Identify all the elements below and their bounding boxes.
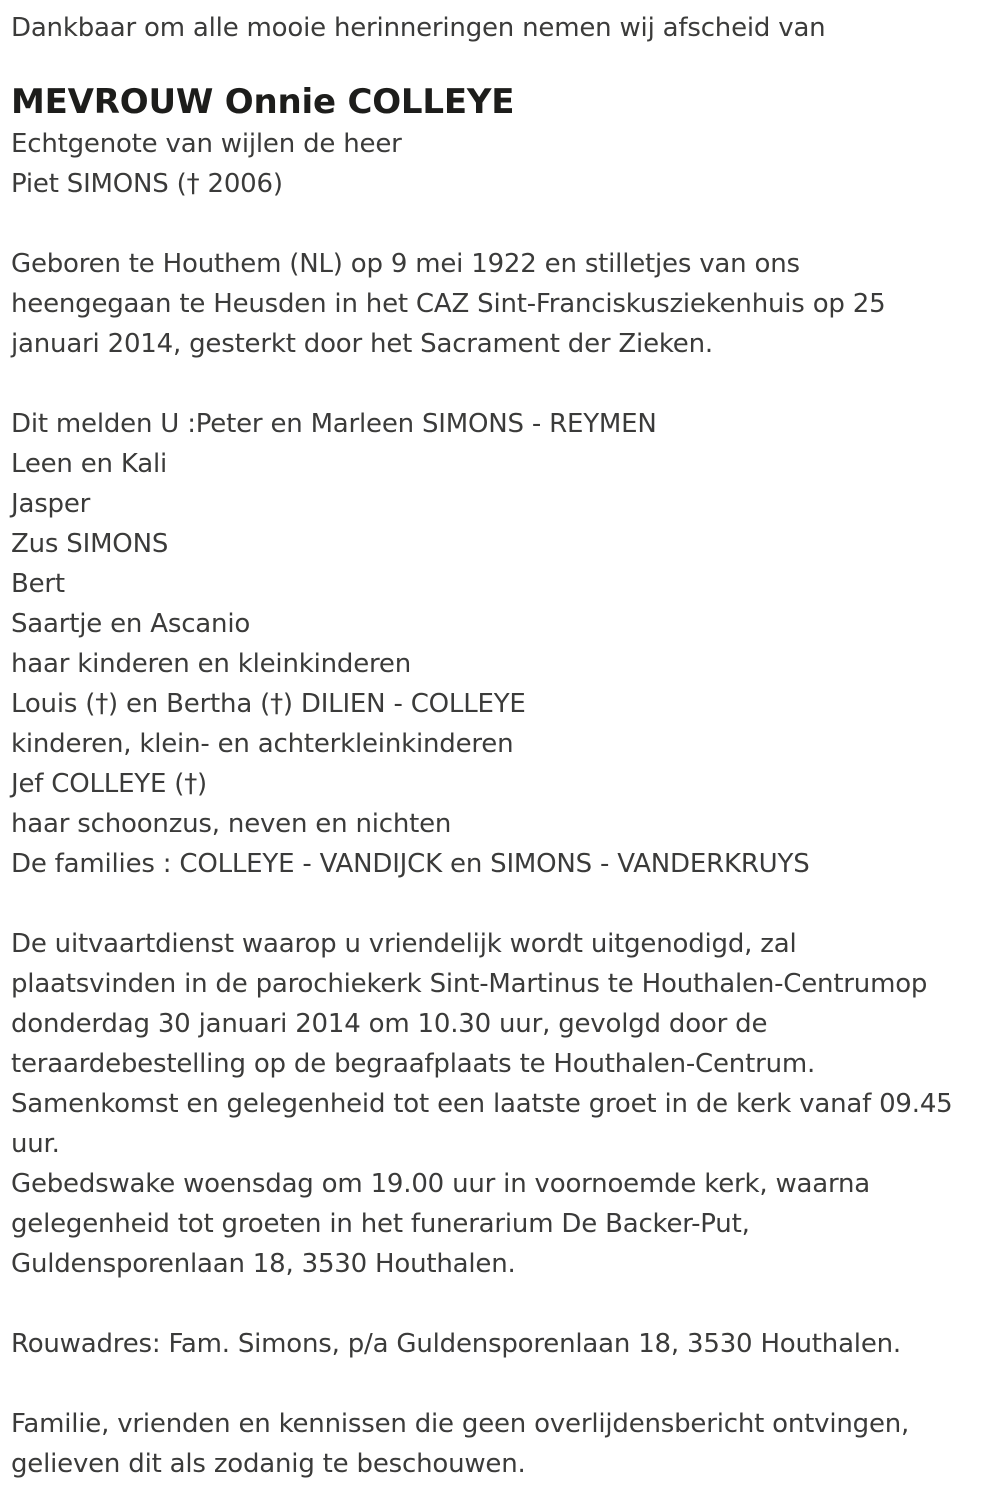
deceased-name-title: MEVROUW Onnie COLLEYE: [11, 82, 515, 122]
mourning-address-paragraph: [11, 1324, 986, 1364]
text-line: haar schoonzus, neven en nichten: [11, 809, 452, 839]
text-line: Familie, vrienden en kennissen die geen overlijdensbericht ontvingen,: [11, 1409, 910, 1439]
text-line: Rouwadres: Fam. Simons, p/a Guldensporenlaan 18, 3530 Houthalen.: [11, 1329, 901, 1359]
birth-death-paragraph: [11, 244, 986, 364]
text-line: kinderen, klein- en achterkleinkinderen: [11, 729, 514, 759]
text-line: haar kinderen en kleinkinderen: [11, 649, 411, 679]
text-line: plaatsvinden in de parochiekerk Sint-Martinus te Houthalen-Centrumop: [11, 969, 928, 999]
text-line: Guldensporenlaan 18, 3530 Houthalen.: [11, 1249, 516, 1279]
text-line: De uitvaartdienst waarop u vriendelijk wordt uitgenodigd, zal: [11, 929, 797, 959]
text-line: Saartje en Ascanio: [11, 609, 251, 639]
text-line: Bert: [11, 569, 65, 599]
intro-line: Dankbaar om alle mooie herinneringen nemen wij afscheid van: [11, 13, 826, 43]
text-line: uur.: [11, 1129, 60, 1159]
service-paragraph: [11, 924, 986, 1284]
spouse-block: [11, 124, 986, 204]
text-line: donderdag 30 januari 2014 om 10.30 uur, gevolgd door de: [11, 1009, 768, 1039]
text-line: Louis (†) en Bertha (†) DILIEN - COLLEYE: [11, 689, 526, 719]
text-line: Jef COLLEYE (†): [11, 769, 207, 799]
text-line: teraardebestelling op de begraafplaats te Houthalen-Centrum.: [11, 1049, 816, 1079]
text-line: Dit melden U :Peter en Marleen SIMONS - REYMEN: [11, 409, 657, 439]
text-line: gelieven dit als zodanig te beschouwen.: [11, 1449, 526, 1479]
text-line: De families : COLLEYE - VANDIJCK en SIMONS - VANDERKRUYS: [11, 849, 810, 879]
text-line: Echtgenote van wijlen de heer: [11, 129, 402, 159]
text-line: Piet SIMONS († 2006): [11, 169, 283, 199]
text-line: heengegaan te Heusden in het CAZ Sint-Franciskusziekenhuis op 25: [11, 289, 886, 319]
text-line: Leen en Kali: [11, 449, 168, 479]
text-line: januari 2014, gesterkt door het Sacrament der Zieken.: [11, 329, 713, 359]
text-line: Jasper: [11, 489, 91, 519]
notice-paragraph: [11, 1404, 986, 1484]
announcers-paragraph: [11, 404, 986, 884]
text-line: Zus SIMONS: [11, 529, 169, 559]
text-line: Geboren te Houthem (NL) op 9 mei 1922 en stilletjes van ons: [11, 249, 800, 279]
text-line: Samenkomst en gelegenheid tot een laatste groet in de kerk vanaf 09.45: [11, 1089, 953, 1119]
text-line: gelegenheid tot groeten in het funerarium De Backer-Put,: [11, 1209, 750, 1239]
text-line: Gebedswake woensdag om 19.00 uur in voornoemde kerk, waarna: [11, 1169, 871, 1199]
